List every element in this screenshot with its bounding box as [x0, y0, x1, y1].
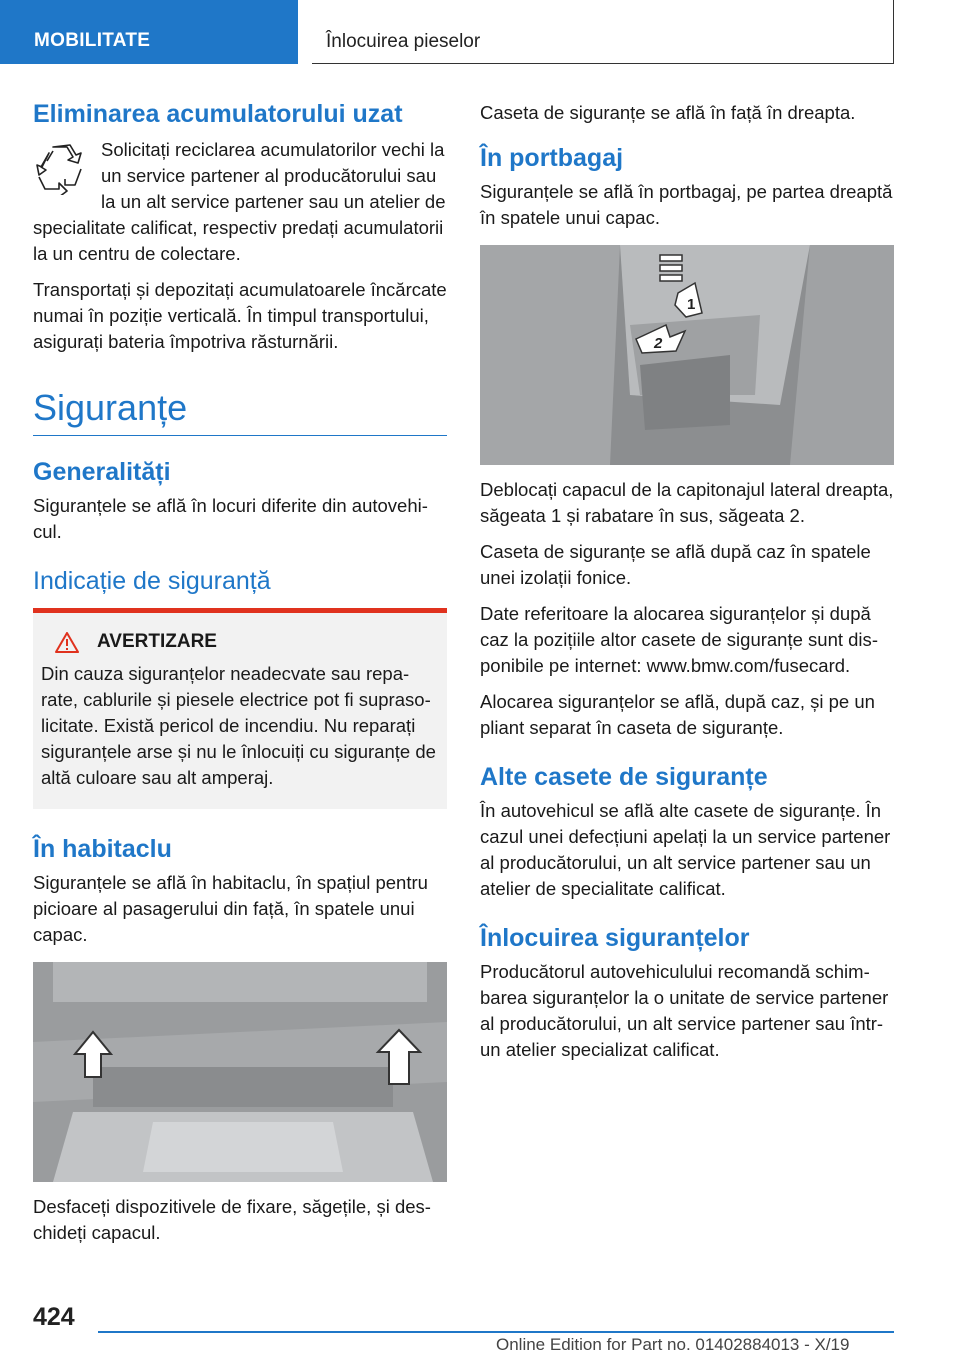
header-chapter-label: Înlocuirea pieselor: [326, 31, 481, 52]
cabin-caption: Desfaceți dispozitivele de fixare, săgețile, și deschideți capacul.: [33, 1196, 431, 1243]
footer-divider: [98, 1331, 894, 1333]
footer-edition: Online Edition for Part no. 01402884013 - X/19: [496, 1335, 850, 1354]
heading-trunk: În portbagaj: [480, 144, 624, 172]
right-column: [480, 100, 894, 1073]
heading-cabin: În habitaclu: [33, 835, 172, 863]
arrow-2-label: 2: [654, 335, 663, 352]
warning-triangle-icon: [55, 632, 79, 653]
page-number: 424: [33, 1303, 75, 1331]
other-boxes-paragraph: În autovehicul se află alte casete de siguranțe. În cazul unei defecțiuni apelați la un service partener al producătorului, un alt service partener sau un atelier de specialitate calificat.: [480, 800, 891, 899]
recycle-icon: [33, 141, 87, 195]
cabin-fuse-cover-photo: [33, 962, 447, 1182]
cabin-photo-illustration: [33, 962, 447, 1182]
heading-fuses: Siguranțe: [33, 387, 447, 436]
cabin-paragraph: Siguranțele se află în habitaclu, în spațiul pentru picioare al pasagerului din față, în spatele unui capac.: [33, 872, 428, 945]
battery-paragraph-2: Transportați și depozitați acumulatoarele încărcate numai în poziție verticală. În timpul transportului, asigurați bateria împotriva răsturnării.: [33, 279, 447, 352]
battery-paragraph-1: Solicitați reciclarea acumulatorilor vechi la un service partener al producătorului sau la un alt service partener sau un atelier de specialitate calificat, respectiv predați acumulatorii la un centru de colectare.: [33, 139, 446, 264]
heading-general: Generalități: [33, 458, 171, 486]
heading-safety-note: Indicație de siguranță: [33, 567, 271, 595]
warning-box: [33, 608, 447, 809]
trunk-fuse-cover-photo: [480, 245, 894, 465]
heading-other-fuse-boxes: Alte casete de siguranțe: [480, 763, 768, 791]
trunk-photo-illustration: [480, 245, 894, 465]
right-box-paragraph: Caseta de siguranțe se află în față în dreapta.: [480, 102, 856, 123]
trunk-caption: Deblocați capacul de la capitonajul lateral dreapta, săgeata 1 și rabatare în sus, săgeata 2.: [480, 479, 894, 526]
header-section-tab: [0, 0, 298, 64]
arrow-1-label: 1: [687, 296, 696, 313]
trunk-box-paragraph: Caseta de siguranțe se află după caz în spatele unei izolații fonice.: [480, 541, 871, 588]
left-column: [33, 100, 447, 1256]
fuse-allocation-paragraph: Alocarea siguranțelor se află, după caz, și pe un pliant separat în caseta de siguranțe.: [480, 691, 875, 738]
fuse-data-paragraph: Date referitoare la alocarea siguranțelor și după caz la pozițiile altor casete de siguranțe sunt disponibile pe internet: www.bmw.com/fusecard.: [480, 603, 878, 676]
warning-title: [41, 631, 439, 653]
replace-fuses-paragraph: Producătorul autovehiculului recomandă schimbarea siguranțelor la o unitate de service partener al producătorului, un alt service partener sau într-un atelier specializat calificat.: [480, 961, 889, 1060]
heading-replace-fuses: Înlocuirea siguranțelor: [480, 924, 750, 952]
warning-text: Din cauza siguranțelor neadecvate sau reparate, cablurile și piesele electrice pot fi suprasolicitate. Există pericol de incendiu. Nu reparați siguranțele arse și nu le înlocuiți cu siguranțe de altă culoare sau alt amperaj.: [41, 663, 436, 788]
trunk-paragraph: Siguranțele se află în portbagaj, pe partea dreaptă în spatele unui capac.: [480, 181, 893, 228]
warning-title-text: AVERTIZARE: [97, 631, 217, 652]
general-paragraph: Siguranțele se află în locuri diferite din autovehicul.: [33, 495, 428, 542]
heading-battery-disposal: Eliminarea acumulatorului uzat: [33, 100, 403, 128]
header-chapter-tab: [312, 0, 894, 64]
header-section-label: MOBILITATE: [34, 30, 151, 51]
